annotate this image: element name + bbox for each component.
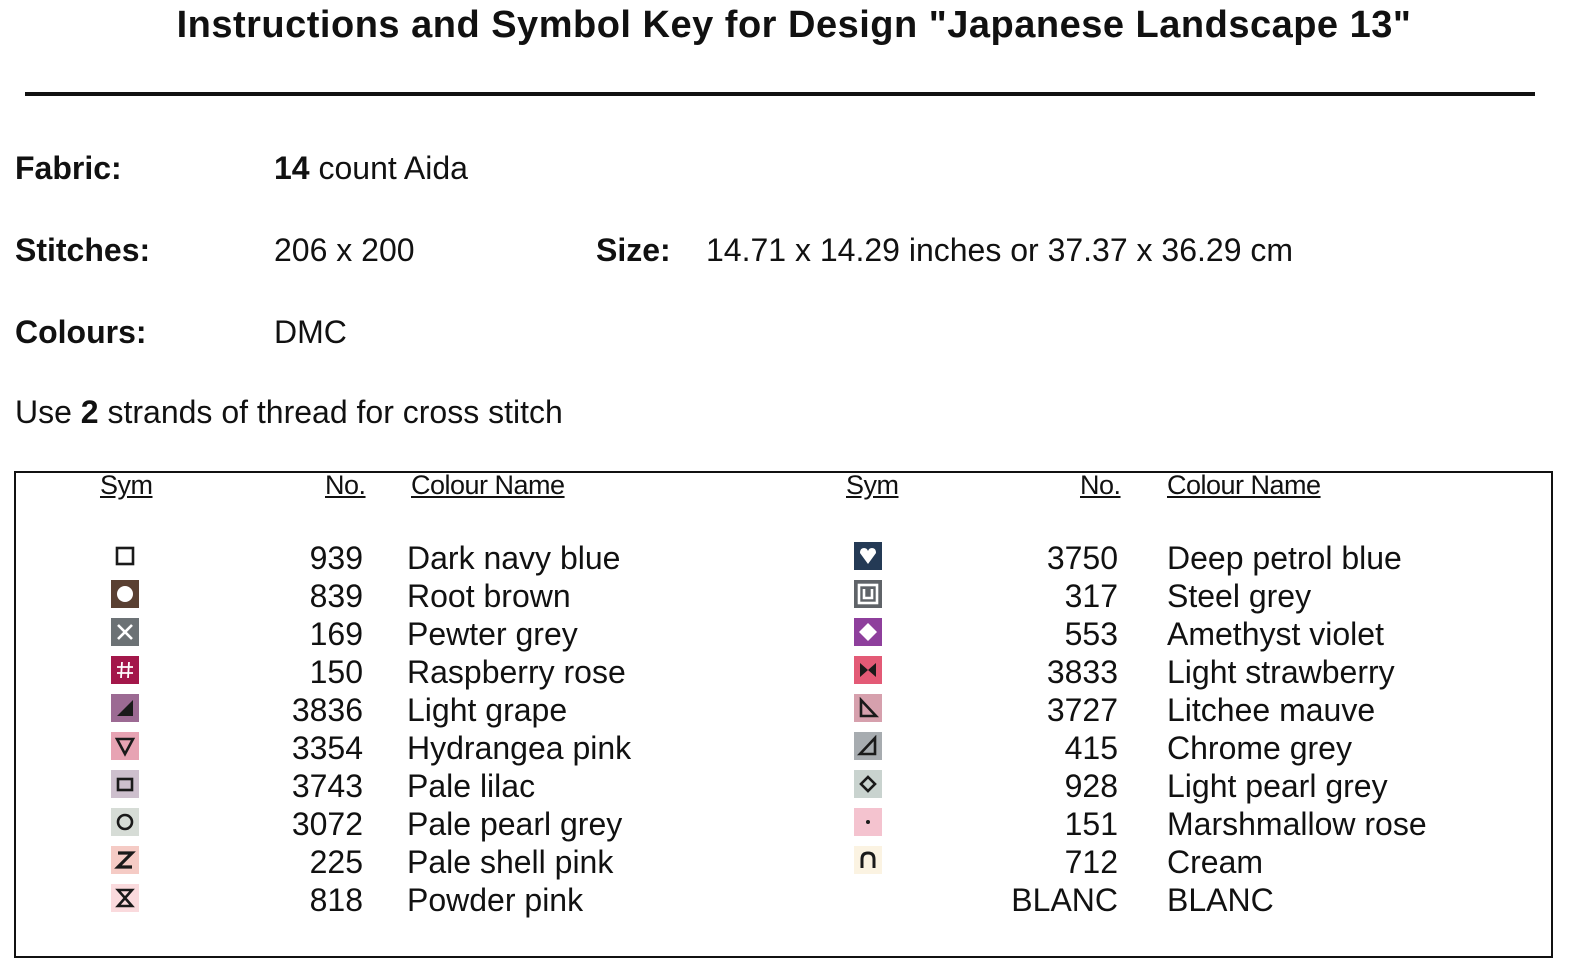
table-row (0, 844, 1588, 882)
table-row (0, 730, 1588, 768)
colour-name: Pale lilac (407, 768, 536, 804)
stitches-value: 206 x 200 (274, 232, 415, 268)
colour-name: Pewter grey (407, 616, 578, 652)
fabric-value (274, 150, 468, 187)
header-name-left: Colour Name (411, 470, 565, 500)
table-row (0, 806, 1588, 844)
dmc-number: 225 (309, 844, 363, 880)
table-row (0, 578, 1588, 616)
colour-name: Litchee mauve (1167, 692, 1376, 728)
size-label: Size: (596, 232, 671, 268)
colour-name: Cream (1167, 844, 1264, 880)
dmc-number: 712 (1064, 844, 1118, 880)
table-row (0, 882, 1588, 920)
colour-name: Powder pink (407, 882, 584, 918)
dmc-number: 150 (309, 654, 363, 690)
dmc-number: BLANC (1011, 882, 1118, 918)
stitches-label: Stitches: (15, 232, 151, 268)
colour-name: Dark navy blue (407, 540, 621, 576)
dmc-number: 839 (309, 578, 363, 614)
dmc-number: 939 (309, 540, 363, 576)
dmc-number: 151 (1064, 806, 1118, 842)
colour-name: Steel grey (1167, 578, 1312, 614)
diamond-icon (854, 618, 882, 646)
dmc-number: 818 (309, 882, 363, 918)
strands-pre: Use (15, 394, 72, 430)
slash-triangle-icon (854, 732, 882, 760)
dmc-number: 3727 (1046, 692, 1118, 728)
table-row (0, 540, 1588, 578)
fabric-label: Fabric: (15, 150, 122, 186)
bowtie-icon (854, 656, 882, 684)
colour-name: Root brown (407, 578, 571, 614)
colour-name: BLANC (1167, 882, 1274, 918)
header-no-right: No. (1080, 470, 1121, 500)
table-row (0, 768, 1588, 806)
colour-name: Pale shell pink (407, 844, 614, 880)
fabric-type: count Aida (318, 150, 468, 186)
colour-name: Chrome grey (1167, 730, 1352, 766)
colours-value: DMC (274, 314, 347, 350)
dmc-number: 169 (309, 616, 363, 652)
dmc-number: 928 (1064, 768, 1118, 804)
page-title: Instructions and Symbol Key for Design "Japanese Landscape 13" (176, 4, 1412, 46)
colour-name: Amethyst violet (1167, 616, 1384, 652)
header-sym-right: Sym (846, 470, 899, 500)
fabric-count: 14 (274, 150, 310, 186)
colours-label: Colours: (15, 314, 147, 350)
dmc-number: 3354 (291, 730, 363, 766)
colour-name: Light grape (407, 692, 568, 728)
colour-name: Raspberry rose (407, 654, 626, 690)
header-no-left: No. (325, 470, 366, 500)
colour-name: Deep petrol blue (1167, 540, 1402, 576)
colour-name: Pale pearl grey (407, 806, 623, 842)
arch-icon (854, 846, 882, 874)
strands-count: 2 (80, 394, 99, 430)
dmc-number: 3833 (1046, 654, 1118, 690)
title-divider (25, 92, 1535, 96)
small-diamond-icon (854, 770, 882, 798)
colour-name: Light pearl grey (1167, 768, 1388, 804)
colour-name: Marshmallow rose (1167, 806, 1427, 842)
table-row (0, 692, 1588, 730)
strands-instruction (15, 394, 563, 431)
dmc-number: 553 (1064, 616, 1118, 652)
dmc-number: 3072 (291, 806, 363, 842)
size-value: 14.71 x 14.29 inches or 37.37 x 36.29 cm (706, 232, 1294, 268)
dmc-number: 3836 (291, 692, 363, 728)
heart-icon (854, 542, 882, 570)
colour-name: Light strawberry (1167, 654, 1395, 690)
corner-triangle-icon (854, 694, 882, 722)
blank-icon (854, 884, 882, 912)
dmc-number: 415 (1064, 730, 1118, 766)
table-row (0, 654, 1588, 692)
colour-name: Hydrangea pink (407, 730, 632, 766)
dmc-number: 317 (1064, 578, 1118, 614)
dmc-number: 3750 (1046, 540, 1118, 576)
strands-post: strands of thread for cross stitch (107, 394, 563, 430)
header-sym-left: Sym (100, 470, 153, 500)
u-square-icon (854, 580, 882, 608)
dmc-number: 3743 (291, 768, 363, 804)
table-row (0, 616, 1588, 654)
dot-icon (854, 808, 882, 836)
header-name-right: Colour Name (1167, 470, 1321, 500)
